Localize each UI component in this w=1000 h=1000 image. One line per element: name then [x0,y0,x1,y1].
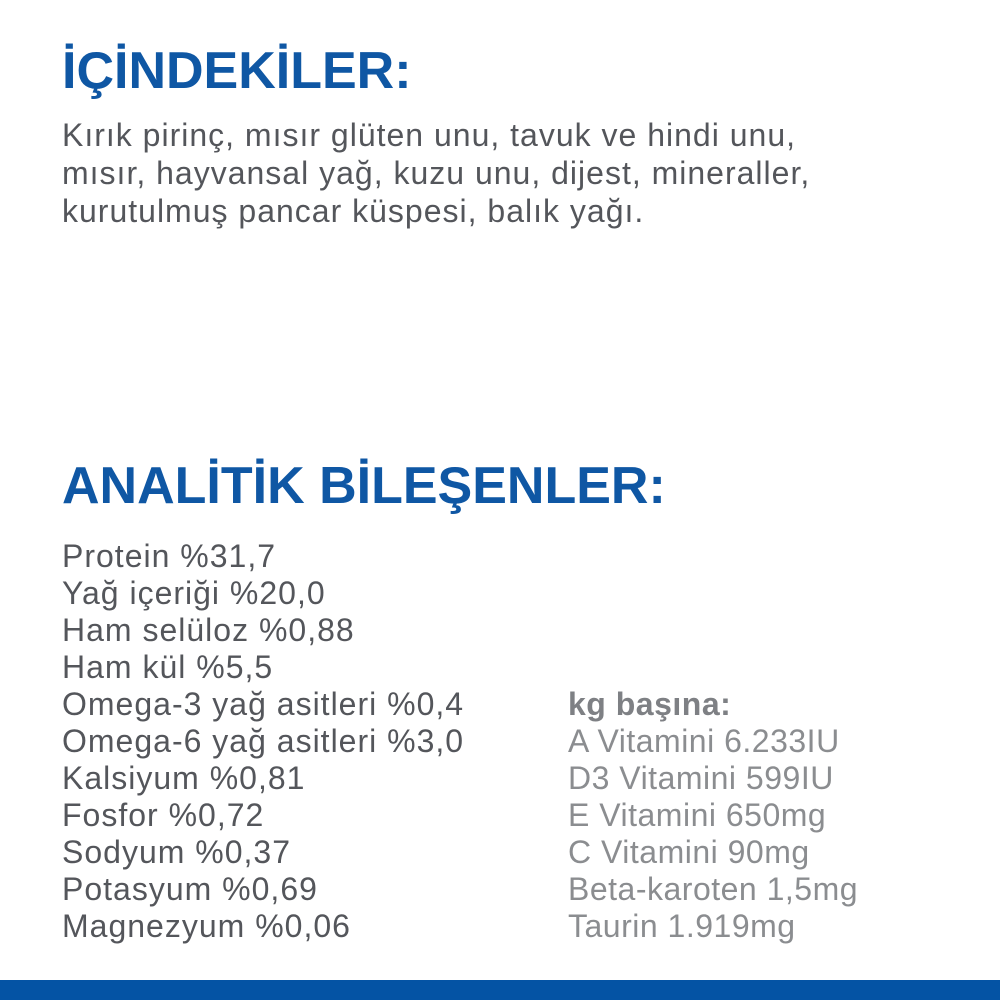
per-kg-item: C Vitamini 90mg [568,834,810,870]
per-kg-item: D3 Vitamini 599IU [568,760,834,796]
analytics-component-item: Omega-6 yağ asitleri %3,0 [62,723,465,759]
analytics-component-item: Omega-3 yağ asitleri %0,4 [62,686,465,722]
analytics-component-item: Sodyum %0,37 [62,834,292,870]
footer-accent-bar [0,980,1000,1000]
ingredients-line: kurutulmuş pancar küspesi, balık yağı. [62,193,645,229]
per-kg-title: kg başına: [568,686,732,722]
per-kg-item: A Vitamini 6.233IU [568,723,840,759]
per-kg-item: E Vitamini 650mg [568,797,827,833]
analytics-component-item: Fosfor %0,72 [62,797,265,833]
per-kg-list [568,686,858,945]
analytics-component-item: Ham kül %5,5 [62,649,274,685]
analytics-components-list [62,538,464,945]
analytics-section-title: ANALİTİK BİLEŞENLER: [62,457,666,515]
ingredients-line: mısır, hayvansal yağ, kuzu unu, dijest, mineraller, [62,155,811,191]
analytics-component-item: Kalsiyum %0,81 [62,760,306,796]
ingredients-line: Kırık pirinç, mısır glüten unu, tavuk ve hindi unu, [62,117,796,153]
analytics-component-item: Protein %31,7 [62,538,277,574]
per-kg-item: Taurin 1.919mg [568,908,796,944]
ingredients-paragraph [62,116,810,230]
ingredients-section-title: İÇİNDEKİLER: [62,42,412,100]
analytics-component-item: Ham selüloz %0,88 [62,612,355,648]
per-kg-item: Beta-karoten 1,5mg [568,871,859,907]
analytics-component-item: Magnezyum %0,06 [62,908,351,944]
analytics-component-item: Potasyum %0,69 [62,871,318,907]
analytics-component-item: Yağ içeriği %20,0 [62,575,326,611]
